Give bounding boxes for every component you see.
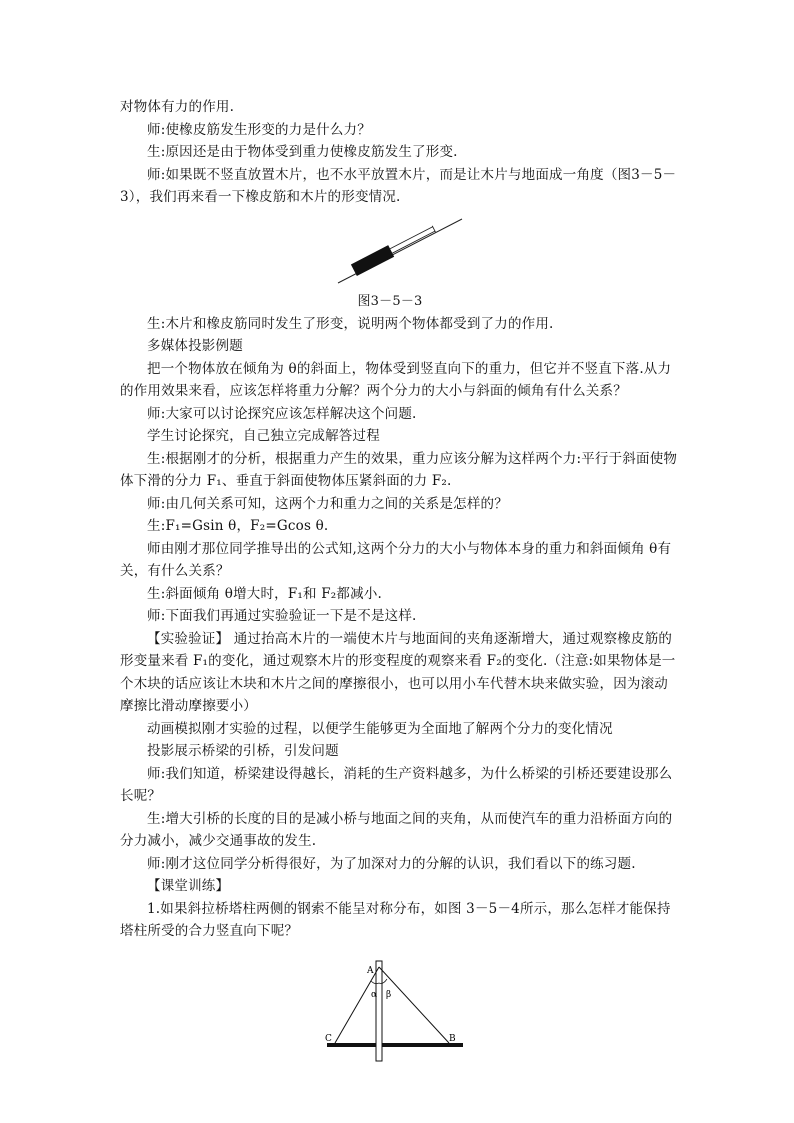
tower-pillar [376,961,382,1061]
paragraph-8: 师:大家可以讨论探究应该怎样解决这个问题. [147,405,417,422]
paragraph-15: 师:下面我们再通过实验验证一下是不是这样. [147,608,417,624]
cable-ac [335,967,379,1043]
paragraph-16: 【实验验证】 通过抬高木片的一端使木片与地面间的夹角逐渐增大，通过观察橡皮筋的形变量来看 F₁的变化，通过观察木片的形变程度的观察来看 F₂的变化.（注意:如果物体是一个木块的话应该让木块和木片之间的摩擦很小，也可以用小车代替木块来做实验，因为滚动摩擦比滑动摩擦要小） [120,630,676,714]
paragraph-21: 师:刚才这位同学分析得很好，为了加深对力的分解的认识，我们看以下的练习题. [147,855,636,872]
paragraph-6: 多媒体投影例题 [147,338,243,354]
paragraph-3: 生:原因还是由于物体受到重力使橡皮筋发生了形变. [147,144,458,160]
paragraph-7: 把一个物体放在倾角为 θ的斜面上，物体受到竖直向下的重力，但它并不竖直下落.从力的作用效果来看，应该怎样将重力分解？两个分力的大小与斜面的倾角有什么关系？ [120,360,672,399]
figure-incline-rubber-band [120,213,680,289]
paragraph-13: 师由刚才那位同学推导出的公式知,这两个分力的大小与物体本身的重力和斜面倾角 θ有关，有什么关系？ [120,540,672,579]
block [351,245,394,276]
paragraph-5: 生:木片和橡皮筋同时发生了形变，说明两个物体都受到了力的作用. [147,315,554,332]
document-page [120,96,680,1067]
label-alpha: α [371,989,378,1000]
paragraph-18: 投影展示桥梁的引桥，引发问题 [147,743,339,759]
paragraph-12: 生:F₁=Gsin θ，F₂=Gcos θ. [147,518,329,534]
incline-diagram [330,213,470,289]
label-beta: β [386,989,392,1000]
cable-ab [379,967,449,1043]
paragraph-14: 生:斜面倾角 θ增大时，F₁和 F₂都减小. [147,585,383,602]
rubber-band-end [432,225,435,231]
paragraph-1: 对物体有力的作用. [120,99,235,115]
label-c: C [325,1033,332,1044]
paragraph-22: 【课堂训练】 [147,878,230,894]
rubber-band-lower [392,231,435,253]
paragraph-4: 师:如果既不竖直放置木片，也不水平放置木片，而是让木片与地面成一角度（图3－5－3），我们再来看一下橡皮筋和木片的形变情况. [120,166,677,205]
paragraph-9: 学生讨论探究，自己独立完成解答过程 [147,428,380,444]
paragraph-2: 师:使橡皮筋发生形变的力是什么力？ [147,121,371,138]
paragraph-23: 1.如果斜拉桥塔柱两侧的钢索不能呈对称分布，如图 3－5－4所示，那么怎样才能保持塔柱所受的合力竖直向下呢？ [120,900,671,939]
bridge-deck [327,1043,463,1047]
paragraph-19: 师:我们知道，桥梁建设得越长，消耗的生产资料越多，为什么桥梁的引桥还要建设那么长呢？ [120,765,673,804]
label-b: B [449,1033,456,1044]
paragraph-20: 生:增大引桥的长度的目的是减小桥与地面之间的夹角，从而使汽车的重力沿桥面方向的分力减小，减少交通事故的发生. [120,810,673,849]
figure-cable-stayed-tower [120,957,680,1067]
paragraph-11: 师:由几何关系可知，这两个力和重力之间的关系是怎样的？ [147,495,508,512]
figure1-caption: 图3－5－3 [357,293,423,309]
label-a: A [367,965,374,976]
paragraph-17: 动画模拟刚才实验的过程，以便学生能够更为全面地了解两个分力的变化情况 [147,720,613,737]
paragraph-10: 生:根据刚才的分析，根据重力产生的效果，重力应该分解为这样两个力:平行于斜面使物体下滑的分力 F₁、垂直于斜面使物体压紧斜面的力 F₂. [120,450,678,489]
tower-diagram [325,957,465,1063]
